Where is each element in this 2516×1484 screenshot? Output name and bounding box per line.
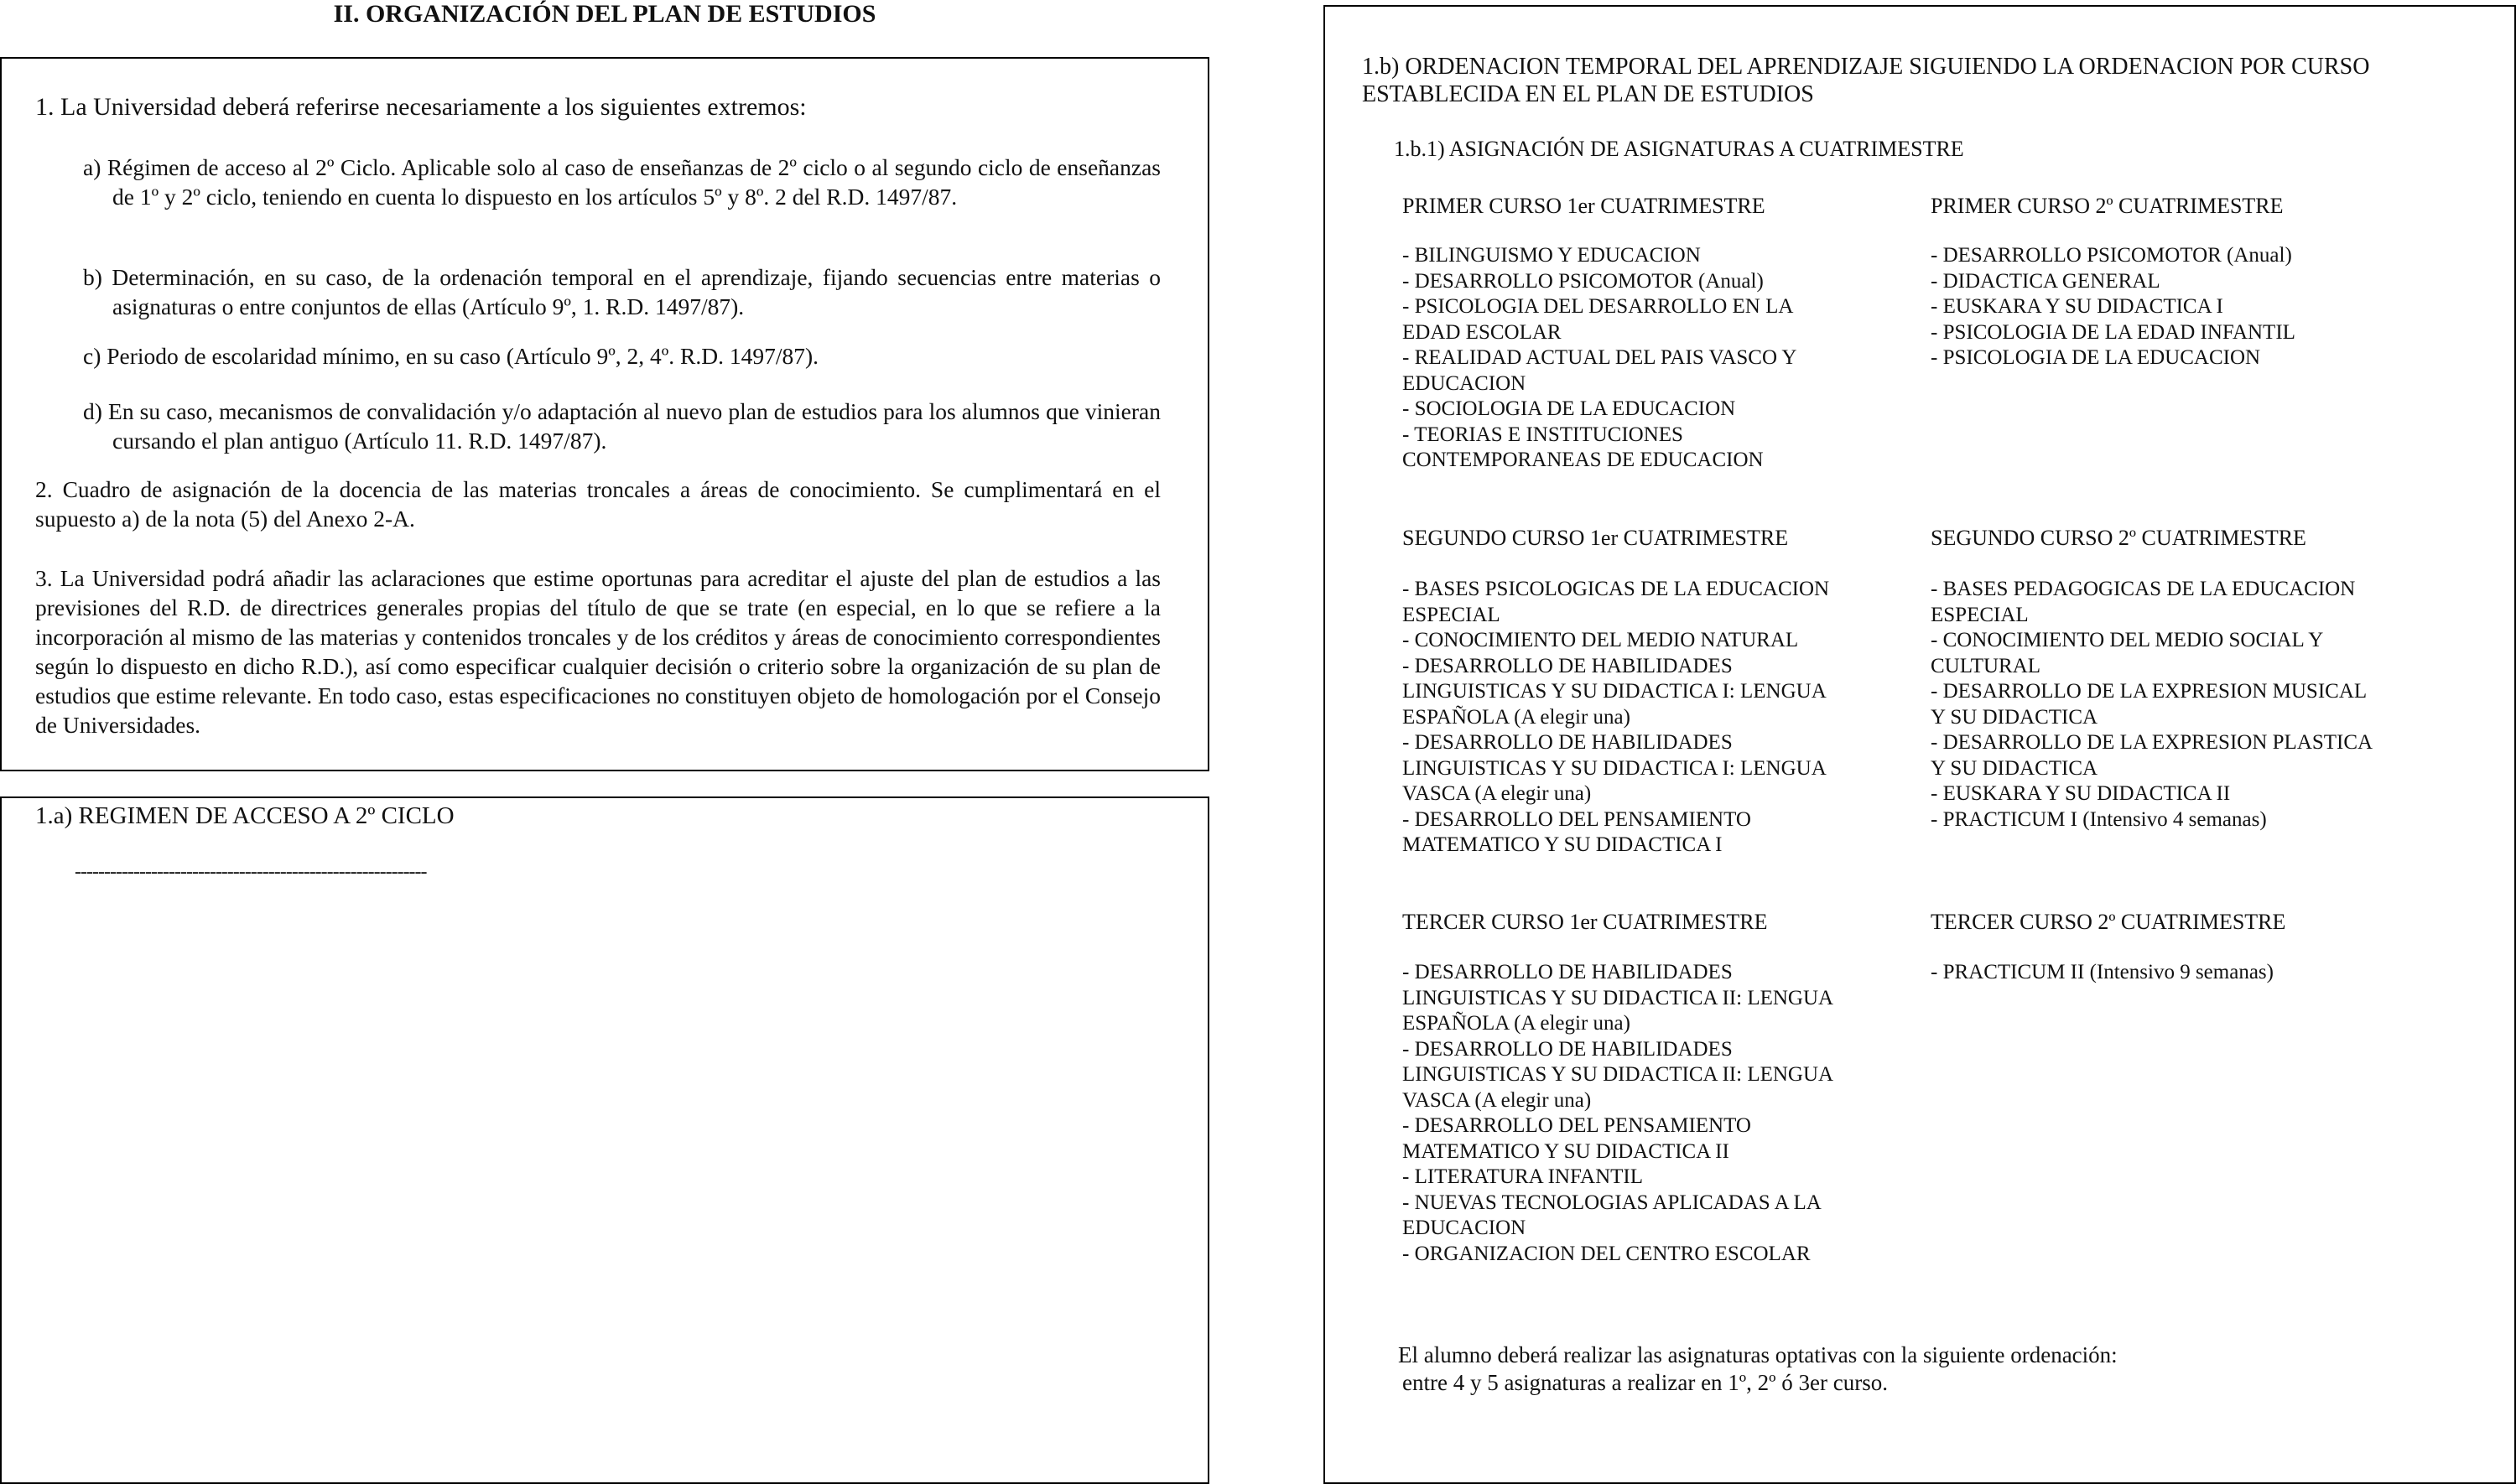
paragraph-2: 2. Cuadro de asignación de la docencia de las materias troncales a áreas de conocimiento. Se cumplimentará en el supuesto a) de la nota (5) del Anexo 2-A. <box>35 476 1161 532</box>
second-year-sem2-heading: SEGUNDO CURSO 2º CUATRIMESTRE <box>1931 526 2306 550</box>
access-regime-title: 1.a) REGIMEN DE ACCESO A 2º CICLO <box>35 802 455 829</box>
item-c: c) Periodo de escolaridad mínimo, en su caso (Artículo 9º, 2, 4º. R.D. 1497/87). <box>83 343 819 369</box>
first-year-sem1-subjects: - BILINGUISMO Y EDUCACION - DESARROLLO PSICOMOTOR (Anual) - PSICOLOGIA DEL DESARROLLO EN LA EDAD ESCOLAR - REALIDAD ACTUAL DEL PAIS VASCO Y EDUCACION - SOCIOLOGIA DE LA EDUCACION - TEORIAS E INSTITUCIONES CONTEMPORANEAS DE EDUCACION <box>1402 244 1797 471</box>
paragraph-3: 3. La Universidad podrá añadir las aclaraciones que estime oportunas para acreditar el ajuste del plan de estudios a las previsiones del R.D. de directrices generales propias del título de que se trate (en especial, en lo que se refiere a la incorporación al mismo de las materias y contenidos troncales y de los créditos y áreas de conocimiento correspondientes según lo dispuesto en dicho R.D.), así como especificar cualquier decisión o criterio sobre la organización de su plan de estudios que estime relevante. En todo caso, estas especificaciones no constituyen objeto de homologación por el Consejo de Universidades. <box>35 565 1161 738</box>
first-year-sem2-heading: PRIMER CURSO 2º CUATRIMESTRE <box>1931 194 2284 218</box>
optional-subjects-note: El alumno deberá realizar las asignaturas optativas con la siguiente ordenación: <box>1398 1342 2118 1367</box>
third-year-sem2-heading: TERCER CURSO 2º CUATRIMESTRE <box>1931 910 2286 934</box>
item-d: d) En su caso, mecanismos de convalidación y/o adaptación al nuevo plan de estudios para los alumnos que vinieran cursando el plan antiguo (Artículo 11. R.D. 1497/87). <box>83 398 1161 454</box>
third-year-sem2-subjects: - PRACTICUM II (Intensivo 9 semanas) <box>1931 961 2274 983</box>
first-year-sem1-heading: PRIMER CURSO 1er CUATRIMESTRE <box>1402 194 1765 218</box>
intro-text: 1. La Universidad deberá referirse necesariamente a los siguientes extremos: <box>35 93 807 121</box>
second-year-sem1-heading: SEGUNDO CURSO 1er CUATRIMESTRE <box>1402 526 1789 550</box>
section-title: II. ORGANIZACIÓN DEL PLAN DE ESTUDIOS <box>333 0 876 28</box>
instructions-box <box>0 57 1209 771</box>
access-regime-dashes: ------------------------------------------------------------ <box>75 861 427 883</box>
item-a: a) Régimen de acceso al 2º Ciclo. Aplicable solo al caso de enseñanzas de 2º ciclo o al segundo ciclo de enseñanzas de 1º y 2º ciclo, teniendo en cuenta lo dispuesto en los artículos 5º y 8º. 2 del R.D. 1497/87. <box>83 154 1161 210</box>
assignment-subheading: 1.b.1) ASIGNACIÓN DE ASIGNATURAS A CUATRIMESTRE <box>1394 137 1964 161</box>
second-year-sem2-subjects: - BASES PEDAGOGICAS DE LA EDUCACION ESPECIAL - CONOCIMIENTO DEL MEDIO SOCIAL Y CULTURAL - DESARROLLO DE LA EXPRESION MUSICAL Y SU DIDACTICA - DESARROLLO DE LA EXPRESION PLASTICA Y SU DIDACTICA - EUSKARA Y SU DIDACTICA II - PRACTICUM I (Intensivo 4 semanas) <box>1931 578 2373 831</box>
temporal-order-box <box>1323 5 2516 1484</box>
second-year-sem1-subjects: - BASES PSICOLOGICAS DE LA EDUCACION ESPECIAL - CONOCIMIENTO DEL MEDIO NATURAL - DESARROLLO DE HABILIDADES LINGUISTICAS Y SU DIDACTICA I: LENGUA ESPAÑOLA (A elegir una) - DESARROLLO DE HABILIDADES LINGUISTICAS Y SU DIDACTICA I: LENGUA VASCA (A elegir una) - DESARROLLO DEL PENSAMIENTO MATEMATICO Y SU DIDACTICA I <box>1402 578 1830 856</box>
temporal-order-heading: 1.b) ORDENACION TEMPORAL DEL APRENDIZAJE SIGUIENDO LA ORDENACION POR CURSO ESTABLECIDA EN EL PLAN DE ESTUDIOS <box>1362 54 2370 107</box>
item-b: b) Determinación, en su caso, de la ordenación temporal en el aprendizaje, fijando secuencias entre materias o asignaturas o entre conjuntos de ellas (Artículo 9º, 1. R.D. 1497/87). <box>83 264 1161 319</box>
first-year-sem2-subjects: - DESARROLLO PSICOMOTOR (Anual) - DIDACTICA GENERAL - EUSKARA Y SU DIDACTICA I - PSICOLOGIA DE LA EDAD INFANTIL - PSICOLOGIA DE LA EDUCACION <box>1931 244 2295 369</box>
third-year-sem1-subjects: - DESARROLLO DE HABILIDADES LINGUISTICAS Y SU DIDACTICA II: LENGUA ESPAÑOLA (A elegir una) - DESARROLLO DE HABILIDADES LINGUISTICAS Y SU DIDACTICA II: LENGUA VASCA (A elegir una) - DESARROLLO DEL PENSAMIENTO MATEMATICO Y SU DIDACTICA II - LITERATURA INFANTIL - NUEVAS TECNOLOGIAS APLICADAS A LA EDUCACION - ORGANIZACION DEL CENTRO ESCOLAR <box>1402 961 1834 1265</box>
access-regime-box <box>0 796 1209 1484</box>
third-year-sem1-heading: TERCER CURSO 1er CUATRIMESTRE <box>1402 910 1768 934</box>
optional-subjects-range: entre 4 y 5 asignaturas a realizar en 1º, 2º ó 3er curso. <box>1402 1370 1889 1395</box>
